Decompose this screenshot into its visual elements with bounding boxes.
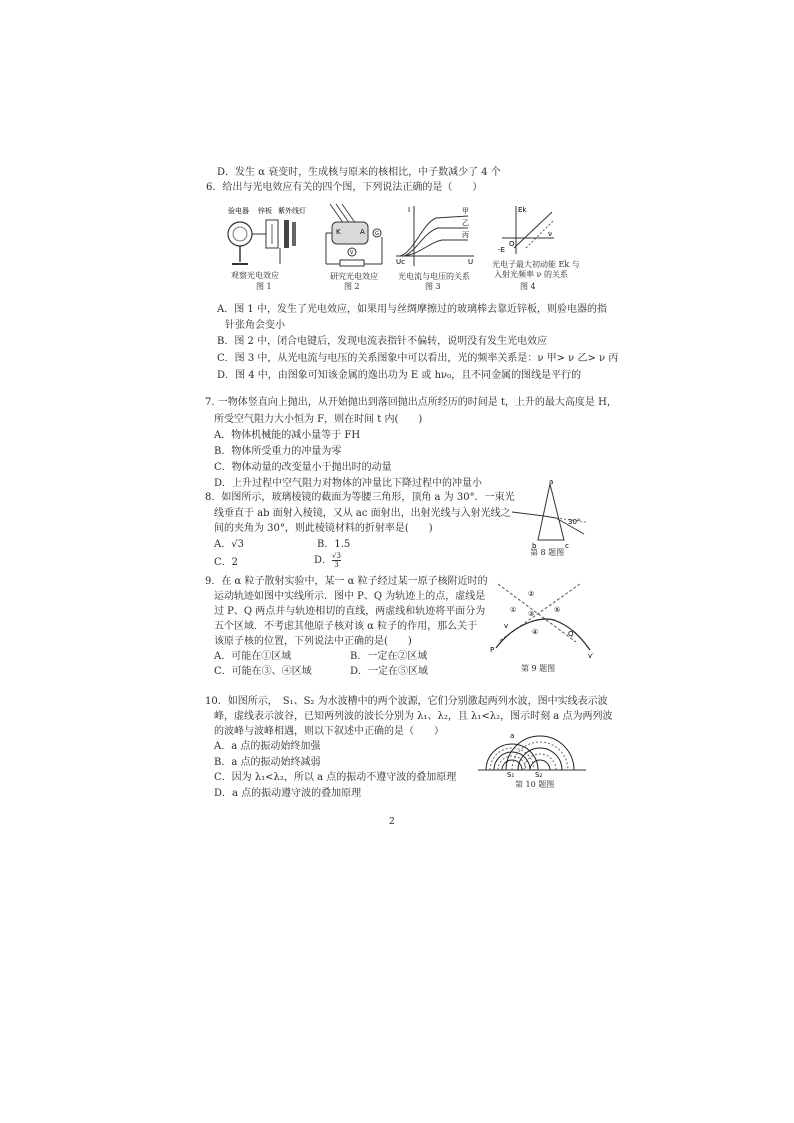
q6-fig4-description-1: 光电子最大初动能 Ek 与 <box>492 260 580 269</box>
q9-scattering-figure <box>484 580 596 660</box>
q9-fig-point-q: Q <box>568 630 574 638</box>
q8-stem-line2: 线垂直于 ab 面射入棱镜，又从 ac 面射出，出射光线与入射光线之 <box>214 508 511 519</box>
fig2-label-a: A <box>360 228 365 236</box>
fig2-label-g: G <box>375 231 379 237</box>
q6-figure-3 <box>392 202 476 270</box>
q8-figure-caption: 第 8 题图 <box>530 548 565 557</box>
q7-option-c: C．物体动量的改变量小于抛出时的动量 <box>214 462 392 473</box>
q9-figure-caption: 第 9 题图 <box>521 664 556 673</box>
q6-fig3-description: 光电流与电压的关系 <box>398 272 470 281</box>
q9-stem-line3: 过 P、Q 两点并与轨迹相切的直线，两虚线和轨迹将平面分为 <box>214 606 486 617</box>
q10-option-d: D．a 点的振动遵守波的叠加原理 <box>214 788 362 799</box>
q9-fig-region-3: ③ <box>528 610 535 618</box>
page-number: 2 <box>389 817 395 827</box>
fig1-label-electroscope: 验电器 <box>228 207 249 215</box>
q10-stem-line3: 的波峰与波峰相遇，则以下叙述中正确的是（ ） <box>214 726 444 737</box>
q8-option-b: B．1.5 <box>317 539 351 550</box>
q6-fig4-caption: 图 4 <box>520 282 536 291</box>
q8-fig-vertex-c: c <box>565 542 569 550</box>
q7-option-a: A．物体机械能的减小量等于 FH <box>214 430 361 441</box>
q8-stem-line1: 8．如图所示，玻璃棱镜的截面为等腰三角形，顶角 a 为 30°．一束光 <box>205 492 515 503</box>
q9-fig-velocity-v2: v′ <box>588 652 594 660</box>
q10-stem-line2: 峰，虚线表示波谷，已知两列波的波长分别为 λ₁、λ₂，且 λ₁<λ₂，图示时刻 a 点为两列波 <box>214 711 613 722</box>
q10-wave-figure <box>476 730 588 778</box>
q7-stem-line1: 7. 一物体竖直向上抛出，从开始抛出到落回抛出点所经历的时间是 t，上升的最大高度是 H， <box>205 397 617 408</box>
q9-fig-region-4: ④ <box>532 628 539 636</box>
q6-fig1-caption: 图 1 <box>256 282 272 291</box>
fig3-label-jia: 甲 <box>462 207 469 215</box>
q8-fig-vertex-b: b <box>532 542 537 550</box>
q9-fig-region-5: ⑤ <box>554 606 561 614</box>
q9-option-a: A．可能在①区域 <box>214 651 292 662</box>
q9-fig-region-2: ② <box>528 590 535 598</box>
q8-stem-line3: 间的夹角为 30°，则此棱镜材料的折射率是( ) <box>214 523 433 534</box>
q6-option-a-line2: 针张角会变小 <box>225 320 285 331</box>
fig3-label-yi: 乙 <box>462 219 469 227</box>
q6-option-d: D．图 4 中，由图象可知该金属的逸出功为 E 或 hν₀，且不同金属的图线是平行的 <box>217 370 582 381</box>
q10-option-c: C．因为 λ₁<λ₂，所以 a 点的振动不遵守波的叠加原理 <box>214 772 457 783</box>
fig3-axis-u: U <box>468 258 474 266</box>
q10-option-b: B．a 点的振动始终减弱 <box>214 757 321 768</box>
fig4-origin: O <box>509 240 515 248</box>
fig3-label-uc: Uc <box>396 258 405 266</box>
q8-option-a: A．√3 <box>214 539 244 550</box>
q10-fig-point-a: a <box>510 732 515 740</box>
q10-fig-source-s1: S₁ <box>507 771 515 778</box>
q8-option-d: D． $\frac{√3}{3}$ <box>314 552 341 569</box>
q7-stem-line2: 所受空气阻力大小恒为 F，则在时间 t 内( ) <box>214 414 423 425</box>
fig4-neg-e: -E <box>498 246 505 254</box>
fig3-axis-i: I <box>408 206 411 214</box>
q6-stem: 6．给出与光电效应有关的四个图，下列说法正确的是（ ） <box>206 182 483 193</box>
q6-fig1-description: 观察光电效应 <box>231 271 279 280</box>
fig1-label-zinc-plate: 锌板 <box>258 207 272 215</box>
q6-option-c: C．图 3 中，从光电流与电压的关系图象中可以看出，光的频率关系是：ν 甲> ν 乙> ν 丙 <box>217 353 619 364</box>
q10-fig-source-s2: S₂ <box>535 771 543 778</box>
q5-option-d: D．发生 α 衰变时，生成核与原来的核相比，中子数减少了 4 个 <box>217 167 501 178</box>
q7-option-b: B．物体所受重力的冲量为零 <box>214 446 342 457</box>
q9-stem-line4: 五个区域．不考虑其他原子核对该 α 粒子的作用，那么关于 <box>214 621 478 632</box>
q6-option-b: B．图 2 中，闭合电键后，发现电流表指针不偏转，说明没有发生光电效应 <box>217 336 548 347</box>
q8-fig-vertex-a: a <box>549 478 554 486</box>
q6-figure-4 <box>496 202 556 258</box>
q6-fig4-description-2: 入射光频率 ν 的关系 <box>494 270 568 279</box>
q8-fig-angle: 30° <box>568 518 581 526</box>
q6-fig2-description: 研究光电效应 <box>330 272 378 281</box>
q9-fig-point-p: P <box>490 646 495 654</box>
q9-stem-line1: 9．在 α 粒子散射实验中，某一 α 粒子经过某一原子核附近时的 <box>205 576 488 587</box>
fig4-axis-nu: ν <box>548 230 552 238</box>
q6-option-a-line1: A．图 1 中，发生了光电效应，如果用与丝绸摩擦过的玻璃棒去靠近锌板，则验电器的指 <box>217 304 607 315</box>
q9-fig-velocity-v: v <box>504 622 509 630</box>
q9-option-b: B．一定在②区域 <box>350 651 428 662</box>
q9-fig-region-1: ① <box>510 606 517 614</box>
q9-stem-line2: 运动轨迹如图中实线所示．图中 P、Q 为轨迹上的点，虚线是 <box>214 591 486 602</box>
q9-stem-line5: 该原子核的位置，下列说法中正确的是( ) <box>214 636 412 647</box>
q8-prism-figure <box>508 478 588 558</box>
q7-option-d: D．上升过程中空气阻力对物体的冲量比下降过程中的冲量小 <box>214 478 483 489</box>
q6-fig3-caption: 图 3 <box>425 282 441 291</box>
fig4-axis-ek: Ek <box>518 206 527 214</box>
q10-figure-caption: 第 10 题图 <box>515 780 555 789</box>
q8-option-c: C．2 <box>214 557 239 568</box>
q9-option-d: D．一定在⑤区域 <box>350 666 429 677</box>
q10-stem-line1: 10．如图所示， S₁、S₂ 为水波槽中的两个波源，它们分别激起两列水波，图中实线表示波 <box>205 696 608 707</box>
fig2-label-k: K <box>336 228 341 236</box>
q6-figure-2 <box>322 202 386 270</box>
fig3-label-bing: 丙 <box>462 231 469 239</box>
q9-option-c: C．可能在③、④区域 <box>214 666 312 677</box>
q6-figure-1 <box>222 204 306 270</box>
fig1-label-uv-lamp: 紫外线灯 <box>278 207 306 215</box>
q6-fig2-caption: 图 2 <box>344 282 360 291</box>
q10-option-a: A．a 点的振动始终加强 <box>214 741 321 752</box>
fig2-label-v: V <box>350 250 354 256</box>
